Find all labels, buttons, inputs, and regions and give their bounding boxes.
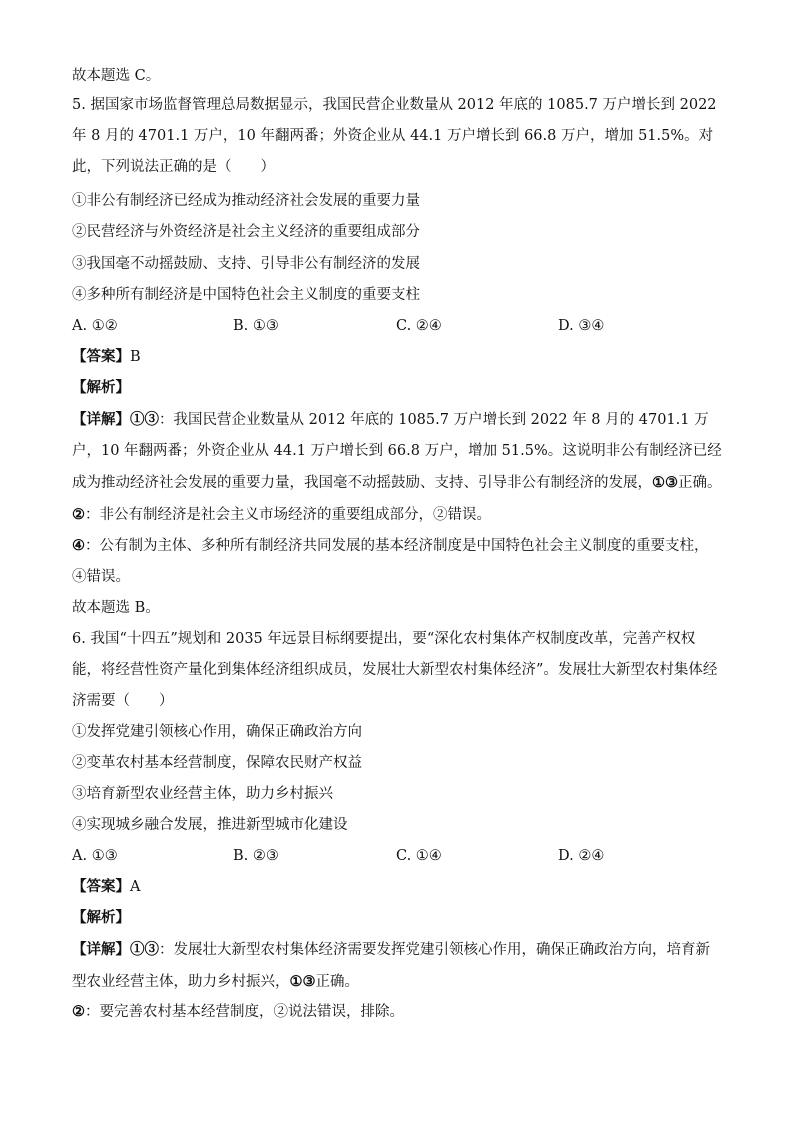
detail-text: ：非公有制经济是社会主义市场经济的重要组成部分，②错误。 bbox=[85, 507, 491, 523]
q5-option-b: B. ①③ bbox=[233, 318, 279, 334]
detail-end-key: ①③ bbox=[289, 973, 316, 990]
q6-detail-1 bbox=[72, 934, 722, 998]
detail-key: ④ bbox=[72, 537, 85, 554]
q6-option-d: D. ②④ bbox=[558, 848, 605, 864]
answer-label: 【答案】 bbox=[72, 348, 130, 365]
detail-key: ② bbox=[72, 1003, 85, 1020]
q6-statement-4: ④实现城乡融合发展，推进新型城市化建设 bbox=[72, 817, 348, 833]
q5-option-d: D. ③④ bbox=[558, 318, 605, 334]
q5-detail-3 bbox=[72, 530, 722, 593]
detail-text: ：发展壮大新型农村集体经济需要发挥党建引领核心作用，确保正确政治方向，培育新型农业经营主体，助力乡村振兴， bbox=[72, 942, 710, 990]
q5-analysis-label: 【解析】 bbox=[72, 379, 130, 396]
answer-value: B bbox=[130, 349, 141, 365]
answer-label: 【答案】 bbox=[72, 878, 130, 895]
q6-option-a: A. ①③ bbox=[72, 848, 118, 864]
q6-statement-2: ②变革农村基本经营制度，保障农民财产权益 bbox=[72, 755, 362, 771]
q6-answer bbox=[72, 877, 140, 897]
detail-label: 【详解】 bbox=[72, 411, 130, 428]
detail-end: 正确。 bbox=[315, 974, 359, 990]
q5-statement-3: ③我国毫不动摇鼓励、支持、引导非公有制经济的发展 bbox=[72, 256, 420, 272]
q6-statement-3: ③培育新型农业经营主体，助力乡村振兴 bbox=[72, 786, 333, 802]
q6-stem: 6. 我国“十四五”规划和 2035 年远景目标纲要提出，要“深化农村集体产权制度改革，完善产权权能，将经营性资产量化到集体经济组织成员，发展壮大新型农村集体经济”。发展壮大新型农村集体经济需要（ ） bbox=[72, 631, 718, 709]
q5-conclusion: 故本题选 B。 bbox=[72, 600, 160, 616]
answer-value: A bbox=[130, 879, 141, 895]
q5-option-c: C. ②④ bbox=[396, 318, 442, 334]
q5-statement-2: ②民营经济与外资经济是社会主义经济的重要组成部分 bbox=[72, 224, 420, 240]
detail-label: 【详解】 bbox=[72, 941, 130, 958]
detail-end: 正确。 bbox=[678, 475, 722, 491]
q5-stem: 5. 据国家市场监督管理总局数据显示，我国民营企业数量从 2012 年底的 1085.7 万户增长到 2022 年 8 月的 4701.1 万户，10 年翻两番；外资企业从 44.1 万户增长到 66.8 万户，增加 51.5%。对此，下列说法正确的是（ ） bbox=[72, 97, 717, 175]
detail-key: ② bbox=[72, 506, 85, 523]
q6-statement-1: ①发挥党建引领核心作用，确保正确政治方向 bbox=[72, 724, 362, 740]
q5-option-a: A. ①② bbox=[72, 318, 118, 334]
q6-option-b: B. ②③ bbox=[233, 848, 279, 864]
q4-conclusion: 故本题选 C。 bbox=[72, 68, 161, 84]
q5-answer bbox=[72, 347, 141, 367]
detail-text: ：要完善农村基本经营制度，②说法错误，排除。 bbox=[85, 1004, 404, 1020]
q5-detail-1 bbox=[72, 404, 722, 499]
q6-analysis-label: 【解析】 bbox=[72, 909, 130, 926]
q6-option-c: C. ①④ bbox=[396, 848, 442, 864]
q5-detail-2 bbox=[72, 505, 491, 525]
detail-key: ①③ bbox=[130, 941, 159, 958]
detail-end-key: ①③ bbox=[652, 474, 678, 491]
detail-key: ①③ bbox=[130, 411, 159, 428]
detail-text: ：我国民营企业数量从 2012 年底的 1085.7 万户增长到 2022 年 8 月的 4701.1 万户，10 年翻两番；外资企业从 44.1 万户增长到 66.8 万户，增加 51.5%。这说明非公有制经济已经成为推动经济社会发展的重要力量，我国毫不动摇鼓励、支持、引导非公有制经济的发展， bbox=[72, 412, 722, 491]
q6-detail-2 bbox=[72, 1002, 404, 1022]
detail-text: ：公有制为主体、多种所有制经济共同发展的基本经济制度是中国特色社会主义制度的重要支柱，④错误。 bbox=[72, 538, 709, 585]
q5-statement-4: ④多种所有制经济是中国特色社会主义制度的重要支柱 bbox=[72, 287, 420, 303]
q5-statement-1: ①非公有制经济已经成为推动经济社会发展的重要力量 bbox=[72, 193, 420, 209]
